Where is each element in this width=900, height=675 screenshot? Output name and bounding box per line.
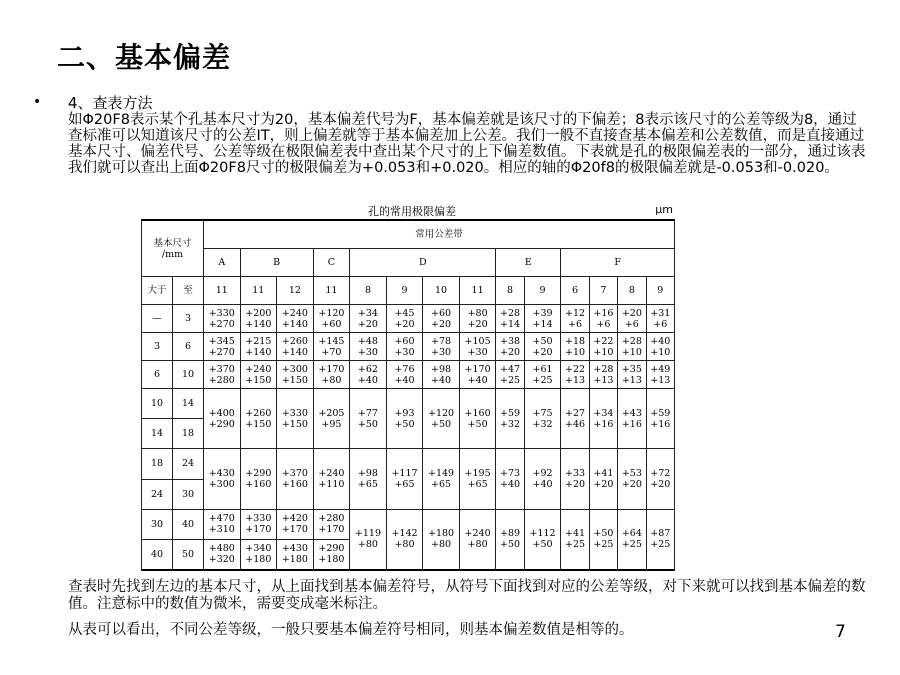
- deviation-cell: +12 +6: [561, 305, 589, 333]
- size-to: 50: [173, 539, 204, 570]
- deviation-letter-B: B: [240, 249, 313, 277]
- deviation-cell: +120 +50: [423, 389, 460, 449]
- deviation-cell: +31 +6: [646, 305, 674, 333]
- deviation-cell: +40 +10: [646, 333, 674, 361]
- size-to: 6: [173, 333, 204, 361]
- table-row: [142, 361, 675, 389]
- size-to: 3: [173, 305, 204, 333]
- grade-cell: 10: [423, 277, 460, 305]
- size-over: 24: [142, 479, 173, 509]
- deviation-cell: +215 +140: [240, 333, 277, 361]
- deviation-cell: +205 +95: [313, 389, 350, 449]
- table-row: [142, 305, 675, 333]
- deviation-cell: +370 +280: [204, 361, 241, 389]
- deviation-cell: +62 +40: [350, 361, 387, 389]
- deviation-cell: +50 +20: [524, 333, 561, 361]
- header-basic-size: 基本尺寸 /mm: [142, 220, 204, 277]
- grade-cell: 11: [204, 277, 241, 305]
- deviation-cell: +76 +40: [386, 361, 423, 389]
- deviation-cell: +98 +65: [350, 449, 387, 509]
- size-over: 14: [142, 419, 173, 449]
- deviation-cell: +420 +170: [277, 509, 314, 539]
- bullet-dot: •: [33, 94, 42, 110]
- deviation-cell: +98 +40: [423, 361, 460, 389]
- deviation-cell: +430 +180: [277, 539, 314, 570]
- section-subtitle: 4、查表方法: [68, 94, 153, 112]
- page-number: 7: [835, 622, 846, 642]
- deviation-cell: +77 +50: [350, 389, 387, 449]
- deviation-cell: +180 +80: [423, 509, 460, 570]
- deviation-cell: +28 +13: [589, 361, 617, 389]
- size-over: 30: [142, 509, 173, 539]
- deviation-cell: +170 +80: [313, 361, 350, 389]
- deviation-cell: +60 +20: [423, 305, 460, 333]
- deviation-cell: +28 +10: [618, 333, 646, 361]
- grade-row: [142, 277, 675, 305]
- deviation-letter-F: F: [561, 249, 675, 277]
- deviation-cell: +16 +6: [589, 305, 617, 333]
- table-row: [142, 449, 675, 479]
- deviation-cell: +47 +25: [496, 361, 524, 389]
- header-over: 大于: [142, 277, 173, 305]
- footer-note-1: 查表时先找到左边的基本尺寸，从上面找到基本偏差符号，从符号下面找到对应的公差等级，对下来就可以找到基本偏差的数值。注意标中的数值为微米，需要变成毫米标注。: [68, 579, 866, 612]
- deviation-cell: +45 +20: [386, 305, 423, 333]
- deviation-cell: +60 +30: [386, 333, 423, 361]
- deviation-cell: +43 +16: [618, 389, 646, 449]
- grade-cell: 9: [524, 277, 561, 305]
- deviation-cell: +50 +25: [589, 509, 617, 570]
- deviation-cell: +61 +25: [524, 361, 561, 389]
- deviation-cell: +480 +320: [204, 539, 241, 570]
- size-over: 18: [142, 449, 173, 479]
- deviation-cell: +89 +50: [496, 509, 524, 570]
- deviation-cell: +59 +32: [496, 389, 524, 449]
- grade-cell: 6: [561, 277, 589, 305]
- deviation-cell: +53 +20: [618, 449, 646, 509]
- deviation-cell: +145 +70: [313, 333, 350, 361]
- grade-cell: 12: [277, 277, 314, 305]
- deviation-cell: +93 +50: [386, 389, 423, 449]
- deviation-letter-A: A: [204, 249, 241, 277]
- size-to: 10: [173, 361, 204, 389]
- table-row: [142, 389, 675, 419]
- deviation-cell: +73 +40: [496, 449, 524, 509]
- deviation-cell: +39 +14: [524, 305, 561, 333]
- deviation-cell: +430 +300: [204, 449, 241, 509]
- deviation-cell: +400 +290: [204, 389, 241, 449]
- size-over: —: [142, 305, 173, 333]
- deviation-cell: +22 +10: [589, 333, 617, 361]
- deviation-cell: +49 +13: [646, 361, 674, 389]
- grade-cell: 8: [350, 277, 387, 305]
- deviation-letter-E: E: [496, 249, 561, 277]
- deviation-cell: +330 +170: [240, 509, 277, 539]
- deviation-cell: +260 +150: [240, 389, 277, 449]
- deviation-cell: +20 +6: [618, 305, 646, 333]
- grade-cell: 9: [386, 277, 423, 305]
- deviation-cell: +200 +140: [240, 305, 277, 333]
- page-title: 二、基本偏差: [57, 41, 232, 74]
- deviation-cell: +149 +65: [423, 449, 460, 509]
- table-unit: μm: [655, 203, 673, 216]
- deviation-cell: +470 +310: [204, 509, 241, 539]
- deviation-cell: +120 +60: [313, 305, 350, 333]
- deviation-cell: +41 +20: [589, 449, 617, 509]
- size-to: 30: [173, 479, 204, 509]
- deviation-cell: +18 +10: [561, 333, 589, 361]
- deviation-cell: +260 +140: [277, 333, 314, 361]
- size-over: 10: [142, 389, 173, 419]
- deviation-cell: +195 +65: [459, 449, 496, 509]
- size-to: 18: [173, 419, 204, 449]
- table-row: [142, 333, 675, 361]
- deviation-cell: +240 +150: [240, 361, 277, 389]
- deviation-cell: +92 +40: [524, 449, 561, 509]
- table-row: [142, 509, 675, 539]
- deviation-cell: +240 +80: [459, 509, 496, 570]
- size-to: 40: [173, 509, 204, 539]
- deviation-cell: +170 +40: [459, 361, 496, 389]
- grade-cell: 11: [459, 277, 496, 305]
- deviation-cell: +330 +150: [277, 389, 314, 449]
- deviation-cell: +290 +180: [313, 539, 350, 570]
- deviation-cell: +240 +140: [277, 305, 314, 333]
- deviation-cell: +142 +80: [386, 509, 423, 570]
- deviation-cell: +119 +80: [350, 509, 387, 570]
- header-tolerance-zone: 常用公差带: [204, 220, 675, 249]
- deviation-cell: +330 +270: [204, 305, 241, 333]
- deviation-cell: +80 +20: [459, 305, 496, 333]
- table-caption: 孔的常用极限偏差: [368, 205, 456, 218]
- deviation-cell: +370 +160: [277, 449, 314, 509]
- deviation-cell: +87 +25: [646, 509, 674, 570]
- deviation-cell: +34 +20: [350, 305, 387, 333]
- deviation-cell: +280 +170: [313, 509, 350, 539]
- header-row: [142, 220, 675, 249]
- size-to: 14: [173, 389, 204, 419]
- deviation-cell: +345 +270: [204, 333, 241, 361]
- deviation-cell: +27 +46: [561, 389, 589, 449]
- header-to: 至: [173, 277, 204, 305]
- deviation-cell: +28 +14: [496, 305, 524, 333]
- grade-cell: 8: [496, 277, 524, 305]
- deviation-cell: +72 +20: [646, 449, 674, 509]
- deviation-cell: +48 +30: [350, 333, 387, 361]
- grade-cell: 11: [313, 277, 350, 305]
- size-to: 24: [173, 449, 204, 479]
- deviation-letter-D: D: [350, 249, 496, 277]
- deviation-cell: +300 +150: [277, 361, 314, 389]
- deviation-cell: +160 +50: [459, 389, 496, 449]
- deviation-cell: +78 +30: [423, 333, 460, 361]
- deviation-cell: +75 +32: [524, 389, 561, 449]
- deviation-cell: +22 +13: [561, 361, 589, 389]
- size-over: 3: [142, 333, 173, 361]
- deviation-cell: +38 +20: [496, 333, 524, 361]
- deviation-cell: +64 +25: [618, 509, 646, 570]
- deviation-cell: +33 +20: [561, 449, 589, 509]
- deviation-cell: +340 +180: [240, 539, 277, 570]
- deviation-cell: +35 +13: [618, 361, 646, 389]
- deviation-cell: +105 +30: [459, 333, 496, 361]
- deviation-cell: +240 +110: [313, 449, 350, 509]
- size-over: 6: [142, 361, 173, 389]
- size-over: 40: [142, 539, 173, 570]
- deviation-letter-C: C: [313, 249, 350, 277]
- deviation-cell: +41 +25: [561, 509, 589, 570]
- deviation-cell: +34 +16: [589, 389, 617, 449]
- grade-cell: 8: [618, 277, 646, 305]
- grade-cell: 11: [240, 277, 277, 305]
- grade-cell: 7: [589, 277, 617, 305]
- deviation-cell: +117 +65: [386, 449, 423, 509]
- deviation-cell: +290 +160: [240, 449, 277, 509]
- grade-cell: 9: [646, 277, 674, 305]
- deviation-cell: +112 +50: [524, 509, 561, 570]
- tolerance-table: [141, 219, 675, 571]
- deviation-cell: +59 +16: [646, 389, 674, 449]
- footer-note-2: 从表可以看出，不同公差等级，一般只要基本偏差符号相同，则基本偏差数值是相等的。: [68, 622, 634, 638]
- body-paragraph: 如Φ20F8表示某个孔基本尺寸为20，基本偏差代号为F，基本偏差就是该尺寸的下偏差；8表示该尺寸的公差等级为8，通过查标准可以知道该尺寸的公差IT，则上偏差就等于基本偏差加上公差。我们一般不直接查基本偏差和公差数值，而是直接通过基本尺寸、偏差代号、公差等级在极限偏差表中查出某个尺寸的上下偏差数值。下表就是孔的极限偏差表的一部分，通过该表我们就可以查出上面Φ20F8尺寸的极限偏差为+0.053和+0.020。相应的轴的Φ20f8的极限偏差就是-0.053和-0.020。: [68, 112, 866, 176]
- letter-row: [142, 249, 675, 277]
